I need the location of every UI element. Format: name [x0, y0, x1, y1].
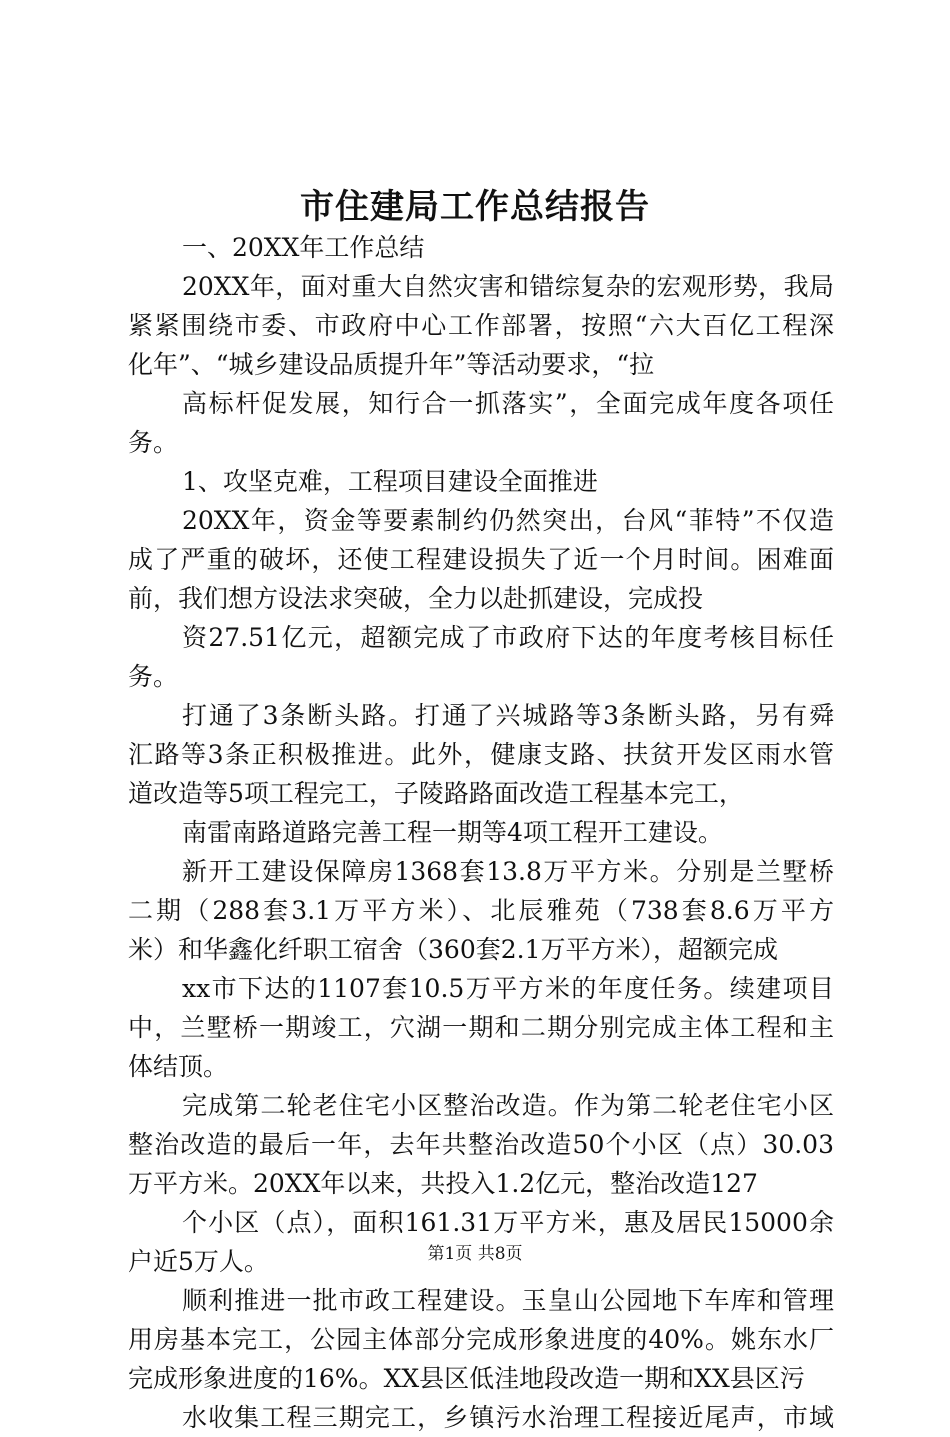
paragraph-line: 整治改造的最后一年，去年共整治改造50个小区（点）30.03: [128, 1130, 834, 1159]
paragraph-line: 1、攻坚克难，工程项目建设全面推进: [182, 467, 598, 496]
paragraph-line: 20XX年，面对重大自然灾害和错综复杂的宏观形势，我局: [182, 272, 834, 301]
paragraph-line: 顺利推进一批市政工程建设。玉皇山公园地下车库和管理: [182, 1286, 834, 1315]
paragraph-line: xx市下达的1107套10.5万平方米的年度任务。续建项目: [182, 974, 834, 1003]
paragraph-line: 新开工建设保障房1368套13.8万平方米。分别是兰墅桥: [182, 857, 834, 886]
document-title: 市住建局工作总结报告: [300, 187, 650, 227]
paragraph-line: 中，兰墅桥一期竣工，穴湖一期和二期分别完成主体工程和主: [128, 1013, 834, 1042]
paragraph-line: 米）和华鑫化纤职工宿舍（360套2.1万平方米），超额完成: [128, 935, 778, 964]
paragraph-line: 南雷南路道路完善工程一期等4项工程开工建设。: [182, 818, 723, 847]
paragraph-line: 化年”、“城乡建设品质提升年”等活动要求，“拉: [128, 350, 655, 379]
paragraph-line: 一、20XX年工作总结: [182, 233, 425, 262]
paragraph-line: 户近5万人。: [128, 1247, 269, 1276]
paragraph-line: 万平方米。20XX年以来，共投入1.2亿元，整治改造127: [128, 1169, 758, 1198]
paragraph-line: 成了严重的破坏，还使工程建设损失了近一个月时间。困难面: [128, 545, 834, 574]
paragraph-line: 务。: [128, 662, 179, 691]
paragraph-line: 紧紧围绕市委、市政府中心工作部署，按照“六大百亿工程深: [128, 311, 834, 340]
paragraph-line: 高标杆促发展，知行合一抓落实”，全面完成年度各项任: [182, 389, 834, 418]
paragraph-line: 用房基本完工，公园主体部分完成形象进度的40%。姚东水厂: [128, 1325, 834, 1354]
paragraph-line: 道改造等5项工程完工，子陵路路面改造工程基本完工，: [128, 779, 744, 808]
paragraph-line: 二期（288套3.1万平方米）、北辰雅苑（738套8.6万平方: [128, 896, 834, 925]
paragraph-line: 汇路等3条正积极推进。此外，健康支路、扶贫开发区雨水管: [128, 740, 834, 769]
paragraph-line: 20XX年，资金等要素制约仍然突出，台风“菲特”不仅造: [182, 506, 834, 535]
paragraph-line: 务。: [128, 428, 179, 457]
paragraph-line: 打通了3条断头路。打通了兴城路等3条断头路，另有舜: [182, 701, 834, 730]
paragraph-line: 体结顶。: [128, 1052, 229, 1081]
paragraph-line: 完成第二轮老住宅小区整治改造。作为第二轮老住宅小区: [182, 1091, 834, 1120]
paragraph-line: 水收集工程三期完工，乡镇污水治理工程接近尾声，市域: [182, 1403, 834, 1432]
paragraph-line: 个小区（点），面积161.31万平方米，惠及居民15000余: [182, 1208, 834, 1237]
page-number-footer: 第1页 共8页: [427, 1244, 523, 1264]
paragraph-line: 资27.51亿元，超额完成了市政府下达的年度考核目标任: [182, 623, 834, 652]
paragraph-line: 完成形象进度的16%。XX县区低洼地段改造一期和XX县区污: [128, 1364, 805, 1393]
paragraph-line: 前，我们想方设法求突破，全力以赴抓建设，完成投: [128, 584, 704, 613]
